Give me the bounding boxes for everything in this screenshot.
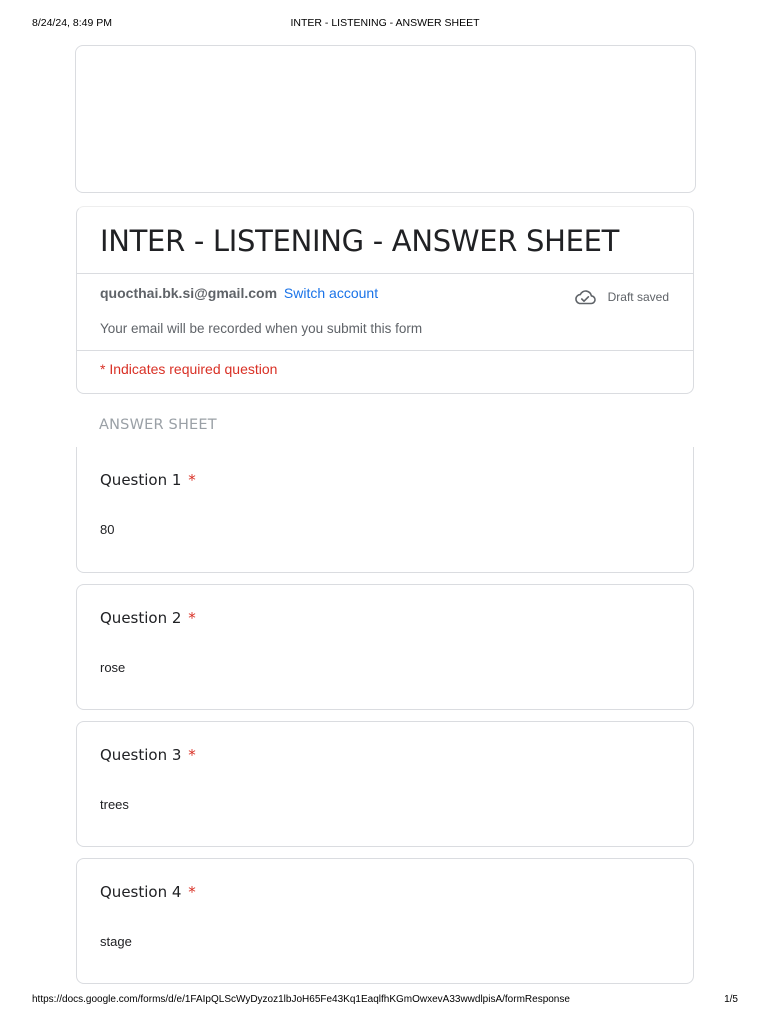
header-banner [75, 45, 696, 193]
question-label: Question 1 * [100, 471, 196, 489]
question-answer: rose [100, 660, 126, 675]
question-label: Question 2 * [100, 609, 196, 627]
account-row [100, 285, 378, 301]
required-asterisk: * [188, 883, 196, 901]
divider [77, 273, 693, 274]
question-card [76, 721, 694, 847]
required-asterisk: * [188, 609, 196, 627]
print-datetime: 8/24/24, 8:49 PM [32, 17, 112, 29]
print-header [32, 17, 738, 31]
required-asterisk: * [188, 746, 196, 764]
required-asterisk: * [188, 471, 196, 489]
question-label: Question 4 * [100, 883, 196, 901]
draft-status-label: Draft saved [607, 290, 669, 304]
cloud-check-icon [574, 289, 596, 305]
question-card [76, 447, 694, 573]
question-card [76, 584, 694, 710]
question-answer: 80 [100, 522, 115, 537]
page-number: 1/5 [724, 994, 738, 1005]
account-email: quocthai.bk.si@gmail.com [100, 285, 278, 301]
form-title: INTER - LISTENING - ANSWER SHEET [100, 224, 620, 258]
divider [77, 350, 693, 351]
required-note: * Indicates required question [100, 361, 278, 377]
question-answer: trees [100, 797, 129, 812]
question-label: Question 3 * [100, 746, 196, 764]
draft-status [574, 289, 669, 305]
question-answer: stage [100, 934, 132, 949]
section-title: ANSWER SHEET [99, 417, 217, 433]
question-card [76, 858, 694, 984]
print-doc-title: INTER - LISTENING - ANSWER SHEET [290, 17, 480, 29]
email-record-note: Your email will be recorded when you submit this form [100, 321, 423, 336]
print-footer [32, 994, 738, 1008]
print-url: https://docs.google.com/forms/d/e/1FAIpQLScWyDyzoz1lbJoH65Fe43Kq1EaqlfhKGmOwxevA33wwdlpisA/formResponse [32, 994, 570, 1005]
form-title-card [76, 206, 694, 394]
switch-account-link[interactable]: Switch account [283, 285, 379, 301]
